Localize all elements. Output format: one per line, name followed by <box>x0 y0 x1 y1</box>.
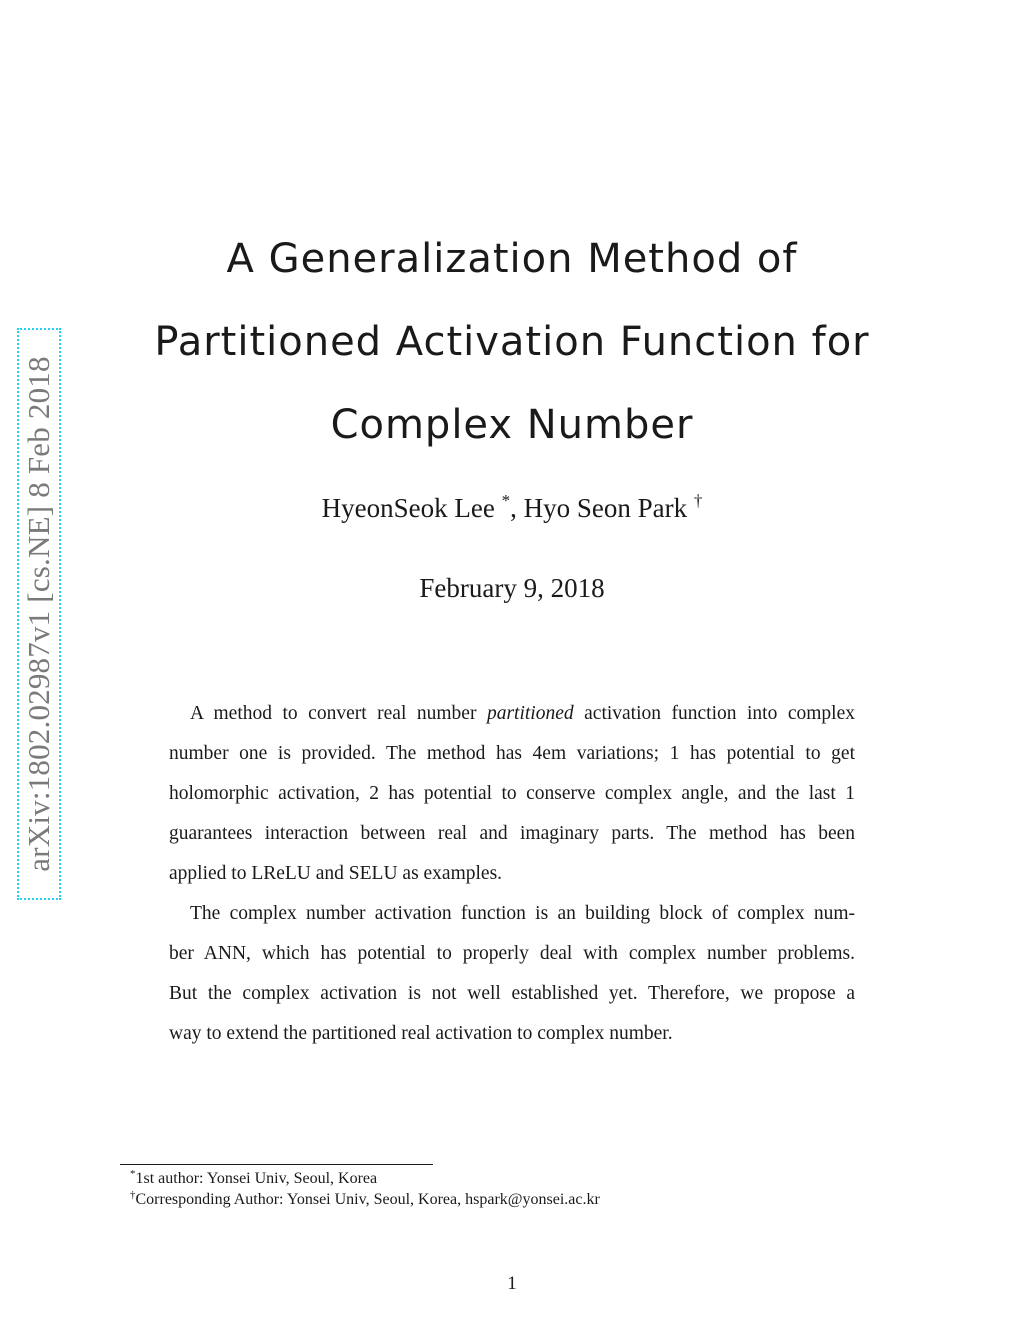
arxiv-stamp-text: arXiv:1802.02987v1 [cs.NE] 8 Feb 2018 <box>21 356 56 872</box>
footnote-divider <box>120 1164 433 1165</box>
footnote-2-mark: † <box>130 1189 136 1201</box>
paper-date: February 9, 2018 <box>419 573 605 603</box>
abstract-p2-line-3: But the complex activation is not well established yet. Therefore, we propose a <box>169 983 855 1004</box>
abstract-p1-line-1-end: activation function into complex <box>573 703 855 724</box>
abstract-p1-line-2: number one is provided. The method has 4em variations; 1 has potential to get <box>169 743 855 764</box>
footnotes <box>130 1168 890 1210</box>
abstract-body <box>169 694 855 1054</box>
footnote-1-mark: * <box>130 1168 136 1180</box>
title-line-2: Partitioned Activation Function for <box>154 319 870 365</box>
author-1-footnote-mark[interactable]: * <box>501 491 511 510</box>
footnote-2 <box>130 1189 890 1210</box>
abstract-paragraph-1 <box>169 694 855 894</box>
author-1-name: HyeonSeok Lee <box>321 493 495 523</box>
footnote-2-text: Corresponding Author: Yonsei Univ, Seoul, Korea, hspark@yonsei.ac.kr <box>135 1191 600 1208</box>
page-number: 1 <box>507 1273 517 1294</box>
abstract-p2-line-1: The complex number activation function is an building block of complex num- <box>190 903 855 924</box>
abstract-p1-line-3: holomorphic activation, 2 has potential to conserve complex angle, and the last 1 <box>169 783 855 804</box>
abstract-paragraph-2 <box>169 894 855 1054</box>
title-line-1: A Generalization Method of <box>226 236 798 282</box>
title-line-3: Complex Number <box>330 402 694 448</box>
author-list <box>112 488 912 528</box>
author-2-name: Hyo Seon Park <box>523 493 688 523</box>
emphasis-partitioned: partitioned <box>486 703 574 724</box>
abstract-p1-line-5: applied to LReLU and SELU as examples. <box>169 863 503 884</box>
footnote-1-text: 1st author: Yonsei Univ, Seoul, Korea <box>135 1170 378 1187</box>
abstract-p2-line-4: way to extend the partitioned real activation to complex number. <box>169 1023 673 1044</box>
arxiv-stamp-box[interactable] <box>17 328 61 900</box>
abstract-p1-line-4: guarantees interaction between real and imaginary parts. The method has been <box>169 823 855 844</box>
paper-title <box>112 218 912 467</box>
author-2-footnote-mark[interactable]: † <box>693 491 703 510</box>
abstract-p1-line-1 <box>169 694 855 734</box>
footnote-1 <box>130 1168 890 1189</box>
abstract-p2-line-2: ber ANN, which has potential to properly deal with complex number problems. <box>169 943 855 964</box>
abstract-p1-line-1-start: A method to convert real number <box>190 703 487 724</box>
author-separator: , <box>510 493 517 523</box>
